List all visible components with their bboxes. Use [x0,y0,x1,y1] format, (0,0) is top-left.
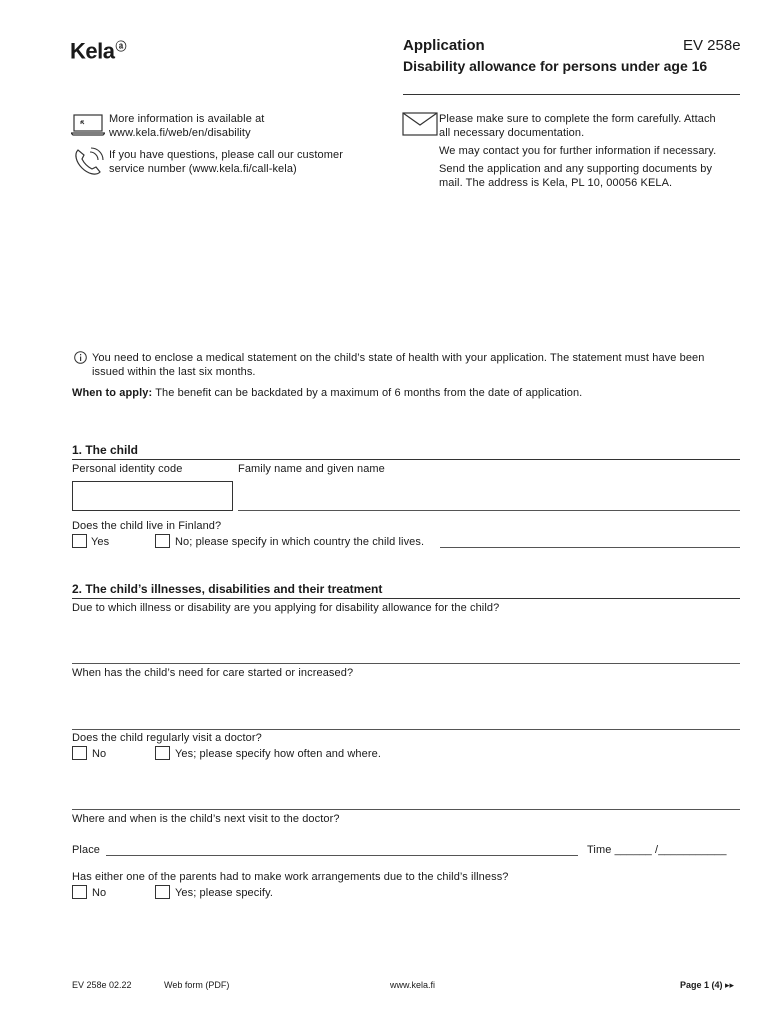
footer-code: EV 258e 02.22 [72,980,132,990]
footer-page-number: Page 1 (4) ▸▸ [680,980,735,990]
form-title: Application [403,37,485,54]
laptop-icon [71,114,105,136]
questions-text: If you have questions, please call our customer [109,149,343,161]
doctor-no-checkbox[interactable] [72,746,87,760]
info-icon [74,351,87,364]
doctor-specify-field[interactable] [72,809,740,810]
work-arrangements-question: Has either one of the parents had to make work arrangements due to the child’s illness? [72,871,509,883]
doctor-no-label: No [92,748,107,760]
doctor-yes-checkbox[interactable] [155,746,170,760]
pid-field[interactable] [72,481,233,511]
when-to-apply [72,386,582,400]
name-field[interactable] [238,510,740,511]
section-2-rule [72,598,740,599]
work-no-checkbox[interactable] [72,885,87,899]
section-1-rule [72,459,740,460]
more-info-text: More information is available at [109,113,265,125]
place-label: Place [72,844,101,856]
complete-text-2: all necessary documentation. [439,127,585,139]
finland-no-label: No; please specify in which country the child lives. [175,536,425,548]
footer-website[interactable]: www.kela.fi [390,980,436,990]
section-2-heading: 2. The child’s illnesses, disabilities and their treatment [72,582,383,596]
more-info-link[interactable]: www.kela.fi/web/en/disability [109,127,251,139]
footer-web-form: Web form (PDF) [164,980,230,990]
work-yes-checkbox[interactable] [155,885,170,899]
illness-field[interactable] [72,663,740,664]
finland-yes-checkbox[interactable] [72,534,87,548]
finland-no-checkbox[interactable] [155,534,170,548]
name-label: Family name and given name [238,463,385,475]
when-to-apply-text: The benefit can be backdated by a maximum of 6 months from the date of application. [152,387,583,399]
medical-statement-notice-2: issued within the last six months. [92,366,256,378]
send-text-2: mail. The address is Kela, PL 10, 00056 KELA. [439,177,673,189]
logo-mark-icon: ⓐ [115,41,126,53]
care-started-field[interactable] [72,729,740,730]
phone-icon [72,146,106,176]
pid-label: Personal identity code [72,463,183,475]
form-code: EV 258e [683,37,741,54]
contact-text: We may contact you for further information if necessary. [439,145,717,157]
illness-question: Due to which illness or disability are you applying for disability allowance for the child? [72,602,500,614]
work-no-label: No [92,887,107,899]
header-rule [403,94,740,95]
form-subtitle: Disability allowance for persons under age 16 [403,58,708,74]
envelope-icon [402,112,438,136]
questions-text-2: service number (www.kela.fi/call-kela) [109,163,297,175]
section-1-heading: 1. The child [72,443,139,457]
finland-yes-label: Yes [91,536,110,548]
place-field[interactable] [106,855,578,856]
send-text: Send the application and any supporting documents by [439,163,713,175]
next-visit-question: Where and when is the child’s next visit to the doctor? [72,813,340,825]
doctor-question: Does the child regularly visit a doctor? [72,732,262,744]
time-field[interactable]: Time ______ /___________ [587,844,727,856]
doctor-yes-label: Yes; please specify how often and where. [175,748,382,760]
when-to-apply-label: When to apply: [72,387,153,399]
care-started-question: When has the child’s need for care started or increased? [72,667,354,679]
finland-question: Does the child live in Finland? [72,520,222,532]
medical-statement-notice: You need to enclose a medical statement on the child’s state of health with your application. The statement must have been [92,352,705,364]
kela-logo: Kelaⓐ [70,38,126,64]
work-yes-label: Yes; please specify. [175,887,274,899]
complete-text: Please make sure to complete the form carefully. Attach [439,113,716,125]
country-field[interactable] [440,547,740,548]
